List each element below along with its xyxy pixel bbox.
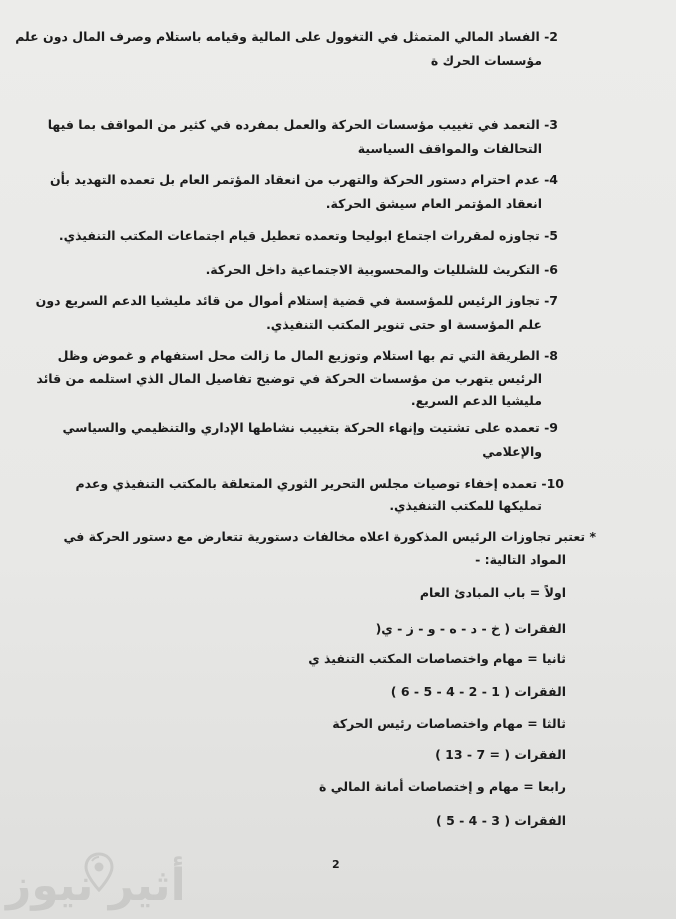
text-line: التحالفات والمواقف السياسية bbox=[357, 141, 542, 156]
watermark-logo bbox=[0, 852, 200, 919]
text-line: 10- تعمده إخفاء توصيات مجلس التحرير الثوري المتعلقة بالمكتب التنفيذي وعدم bbox=[75, 476, 564, 491]
text-line: 9- تعمده على تشتيت وإنهاء الحركة بتغييب نشاطها الإداري والتنظيمي والسياسي bbox=[62, 420, 558, 435]
watermark-text: أثير نيوز bbox=[6, 860, 186, 911]
text-line: والإعلامي bbox=[482, 444, 542, 459]
text-line: المواد التالية: - bbox=[475, 552, 566, 567]
text-line: 2- الفساد المالي المتمثل في التغوول على المالية وقيامه باستلام وصرف المال دون علم bbox=[15, 29, 558, 44]
text-line: الفقرات ( 1 - 2 - 4 - 5 - 6 ) bbox=[390, 684, 566, 699]
text-line: اولاً = باب المبادئ العام bbox=[419, 585, 566, 600]
text-line: 7- تجاوز الرئيس للمؤسسة في قضية إستلام أموال من قائد مليشيا الدعم السريع دون bbox=[35, 293, 558, 308]
text-line: 5- تجاوزه لمقررات اجتماع ابوليحا وتعمده تعطيل قيام اجتماعات المكتب التنفيذي. bbox=[58, 228, 558, 243]
text-line: تمليكها للمكتب التنفيذي. bbox=[389, 498, 542, 513]
text-line: الفقرات ( = 7 - 13 ) bbox=[435, 747, 566, 762]
text-line: انعقاد المؤتمر العام سيشق الحركة. bbox=[325, 196, 542, 211]
text-line: 4- عدم احترام دستور الحركة والتهرب من انعقاد المؤتمر العام بل تعمده التهديد بأن bbox=[49, 172, 558, 187]
text-line: الفقرات ( خ - د - ه - و - ز - ي( bbox=[375, 621, 566, 636]
text-line: 8- الطريقة التي تم بها استلام وتوزيع المال ما زالت محل استفهام و غموض وظل bbox=[57, 348, 558, 363]
text-line: 3- التعمد في تغييب مؤسسات الحركة والعمل بمفرده في كثير من المواقف بما فيها bbox=[47, 117, 558, 132]
page-number: 2 bbox=[332, 858, 340, 871]
text-line: الرئيس يتهرب من مؤسسات الحركة في توضيح تفاصيل المال الذي استلمه من قائد bbox=[36, 371, 542, 386]
text-line: * تعتبر تجاوزات الرئيس المذكورة اعلاه مخالفات دستورية تتعارض مع دستور الحركة في bbox=[63, 529, 596, 544]
text-line: رابعا = مهام و إختصاصات أمانة المالي ة bbox=[319, 779, 566, 794]
text-line: علم المؤسسة او حتى تنوير المكتب التنفيذي. bbox=[266, 317, 542, 332]
text-line: مليشيا الدعم السريع. bbox=[410, 393, 542, 408]
text-line: الفقرات ( 3 - 4 - 5 ) bbox=[435, 813, 566, 828]
text-line: 6- التكريث للشلليات والمحسوبية الاجتماعية داخل الحركة. bbox=[205, 262, 558, 277]
text-line: ثانيا = مهام واختصاصات المكتب التنفيذ ي bbox=[308, 651, 566, 666]
text-line: مؤسسات الحرك ة bbox=[430, 53, 542, 68]
text-line: ثالثا = مهام واختصاصات رئيس الحركة bbox=[332, 716, 566, 731]
